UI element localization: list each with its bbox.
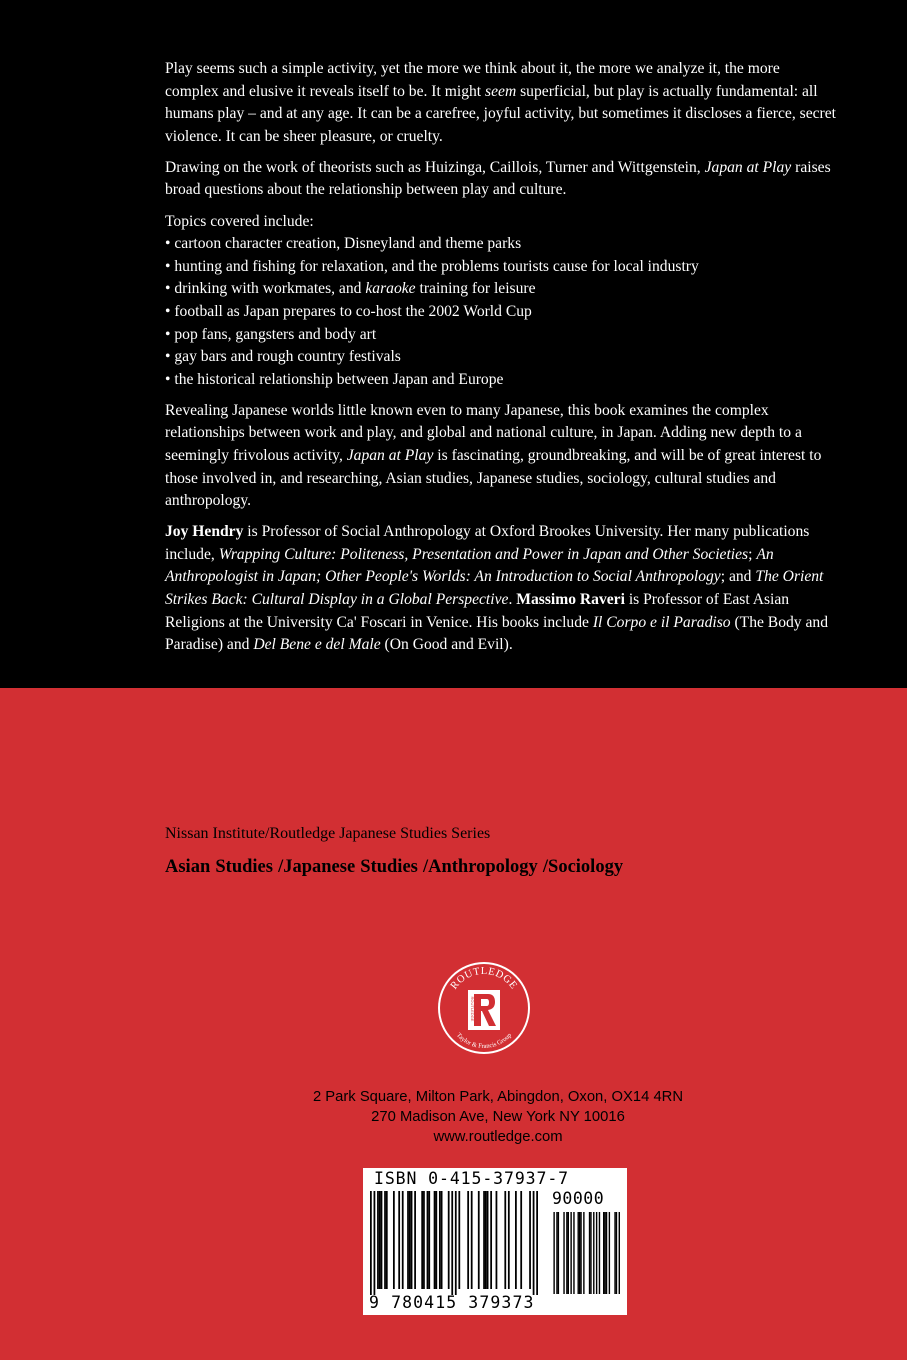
blurb-text (165, 58, 837, 665)
barcode-bar (563, 1212, 564, 1294)
barcode-bar (393, 1191, 395, 1289)
barcode-bar (370, 1191, 372, 1295)
barcode-bar (589, 1212, 590, 1294)
barcode-bar (568, 1212, 569, 1294)
isbn-number: ISBN 0-415-37937-7 (374, 1169, 570, 1188)
logo-top-text: ROUTLEDGE (448, 965, 520, 992)
blurb-paragraph-2: Drawing on the work of theorists such as Huizinga, Caillois, Turner and Wittgenstein, Japan at Play raises broad questions about the relationship between play and culture. (165, 158, 831, 199)
barcode-bar (435, 1191, 437, 1289)
barcode-bar (471, 1191, 473, 1289)
logo-inner-text: ROUTLEDGE (470, 996, 475, 1022)
barcode-bar (483, 1191, 485, 1289)
barcode-bar (593, 1212, 594, 1294)
barcode-bar (434, 1191, 436, 1289)
barcode-bar (487, 1191, 489, 1289)
address-line-1: 2 Park Square, Milton Park, Abingdon, Oxon, OX14 4RN (312, 1089, 684, 1105)
barcode-bar (596, 1212, 597, 1294)
barcode-bar (386, 1191, 388, 1289)
publisher-website: www.routledge.com (433, 1129, 563, 1145)
isbn-barcode-bars (370, 1191, 538, 1295)
list-item: • pop fans, gangsters and body art (165, 325, 377, 343)
barcode-bar (504, 1191, 506, 1289)
list-item: • gay bars and rough country festivals (165, 348, 401, 366)
barcode-bar (407, 1191, 409, 1289)
barcode-bar (411, 1191, 413, 1289)
series-title: Nissan Institute/Routledge Japanese Studies Series (165, 825, 491, 842)
logo-bottom-text: Taylor & Francis Group (454, 1031, 514, 1051)
routledge-logo-icon (436, 960, 532, 1056)
subject-categories: Asian Studies /Japanese Studies /Anthropology /Sociology (165, 857, 624, 877)
barcode-bar (606, 1212, 607, 1294)
barcode-bar (590, 1212, 591, 1294)
barcode-bar (381, 1191, 383, 1289)
barcode-bar (558, 1212, 559, 1294)
barcode-bar (604, 1212, 605, 1294)
barcode-bar (414, 1191, 416, 1289)
barcode-bar (485, 1191, 487, 1289)
topics-list (165, 211, 837, 392)
barcode-bar (536, 1191, 538, 1295)
barcode-bar (533, 1191, 535, 1295)
barcode-bar (508, 1191, 510, 1289)
barcode-bar (583, 1212, 584, 1294)
barcode-bar (573, 1212, 574, 1294)
blurb-paragraph-1: Play seems such a simple activity, yet the more we think about it, the more we analyze it, the more complex and elusive it reveals itself to be. It might seem superficial, but play is actually fundamental: all humans play – and at any age. It can be a carefree, joyful activity, but sometimes it discloses a fierce, secret violence. It can be sheer pleasure, or cruelty. (165, 60, 836, 145)
barcode-bar (448, 1191, 450, 1289)
list-item: • cartoon character creation, Disneyland and theme parks (165, 235, 522, 253)
list-item: • football as Japan prepares to co-host the 2002 World Cup (165, 302, 532, 320)
barcode-bar (520, 1191, 522, 1289)
barcode-bar (603, 1212, 604, 1294)
price-barcode-bars (552, 1212, 620, 1294)
list-item: • the historical relationship between Japan and Europe (165, 370, 504, 388)
barcode-bar (441, 1191, 443, 1289)
barcode-bar (478, 1191, 480, 1289)
barcode-bar (496, 1191, 498, 1289)
barcode-bar (374, 1191, 376, 1295)
topics-heading: Topics covered include: (165, 212, 314, 230)
barcode-bar (599, 1212, 600, 1294)
barcode-bar (609, 1212, 610, 1294)
barcode-bar (423, 1191, 425, 1289)
barcode-bar (377, 1191, 379, 1289)
barcode-bar (619, 1212, 620, 1294)
barcode-bar (553, 1212, 554, 1294)
barcode-bar (384, 1191, 386, 1289)
barcode-bar (455, 1191, 457, 1295)
publisher-address (253, 1087, 743, 1147)
barcode-bar (428, 1191, 430, 1289)
list-item: • drinking with workmates, and karaoke training for leisure (165, 280, 536, 298)
barcode-bar (379, 1191, 381, 1289)
barcode-bar (409, 1191, 411, 1289)
barcode-bar (451, 1191, 453, 1295)
barcode-bar (421, 1191, 423, 1289)
barcode-bar (439, 1191, 441, 1289)
barcode-bar (402, 1191, 404, 1289)
barcode-bar (580, 1212, 581, 1294)
barcode-bar (570, 1212, 571, 1294)
barcode-bar (556, 1212, 557, 1294)
barcode-bar (427, 1191, 429, 1289)
barcode-bar (579, 1212, 580, 1294)
barcode-bar (458, 1191, 460, 1289)
ean-number: 9 780415 379373 (369, 1293, 535, 1312)
author-bio: Joy Hendry is Professor of Social Anthropology at Oxford Brookes University. Her many publications include, Wrapping Culture: Politeness, Presentation and Power in Japan and Other Societies; An Anthropologist in Japan; Other People's Worlds: An Introduction to Social Anthropology; and The Orient Strikes Back: Cultural Display in a Global Perspective. Massimo Raveri is Professor of East Asian Religions at the University Ca' Foscari in Venice. His books include Il Corpo e il Paradiso (The Body and Paradise) and Del Bene e del Male (On Good and Evil). (165, 523, 829, 654)
barcode-bar (490, 1191, 492, 1289)
barcode-bar (515, 1191, 517, 1289)
list-item: • hunting and fishing for relaxation, and the problems tourists cause for local industry (165, 257, 699, 275)
barcode-bar (398, 1191, 400, 1289)
barcode-bar (614, 1212, 615, 1294)
barcode-bar (616, 1212, 617, 1294)
address-line-2: 270 Madison Ave, New York NY 10016 (371, 1109, 625, 1125)
barcode-bar (529, 1191, 531, 1289)
price-code: 90000 (552, 1189, 605, 1208)
barcode-bar (467, 1191, 469, 1289)
barcode-bar (578, 1212, 579, 1294)
barcode-bar (566, 1212, 567, 1294)
blurb-paragraph-3: Revealing Japanese worlds little known even to many Japanese, this book examines the complex relationships between work and play, and global and national culture, in Japan. Adding new depth to a seemingly frivolous activity, Japan at Play is fascinating, groundbreaking, and will be of great interest to those involved in, and researching, Asian studies, Japanese studies, sociology, cultural studies and anthropology. (165, 401, 822, 510)
